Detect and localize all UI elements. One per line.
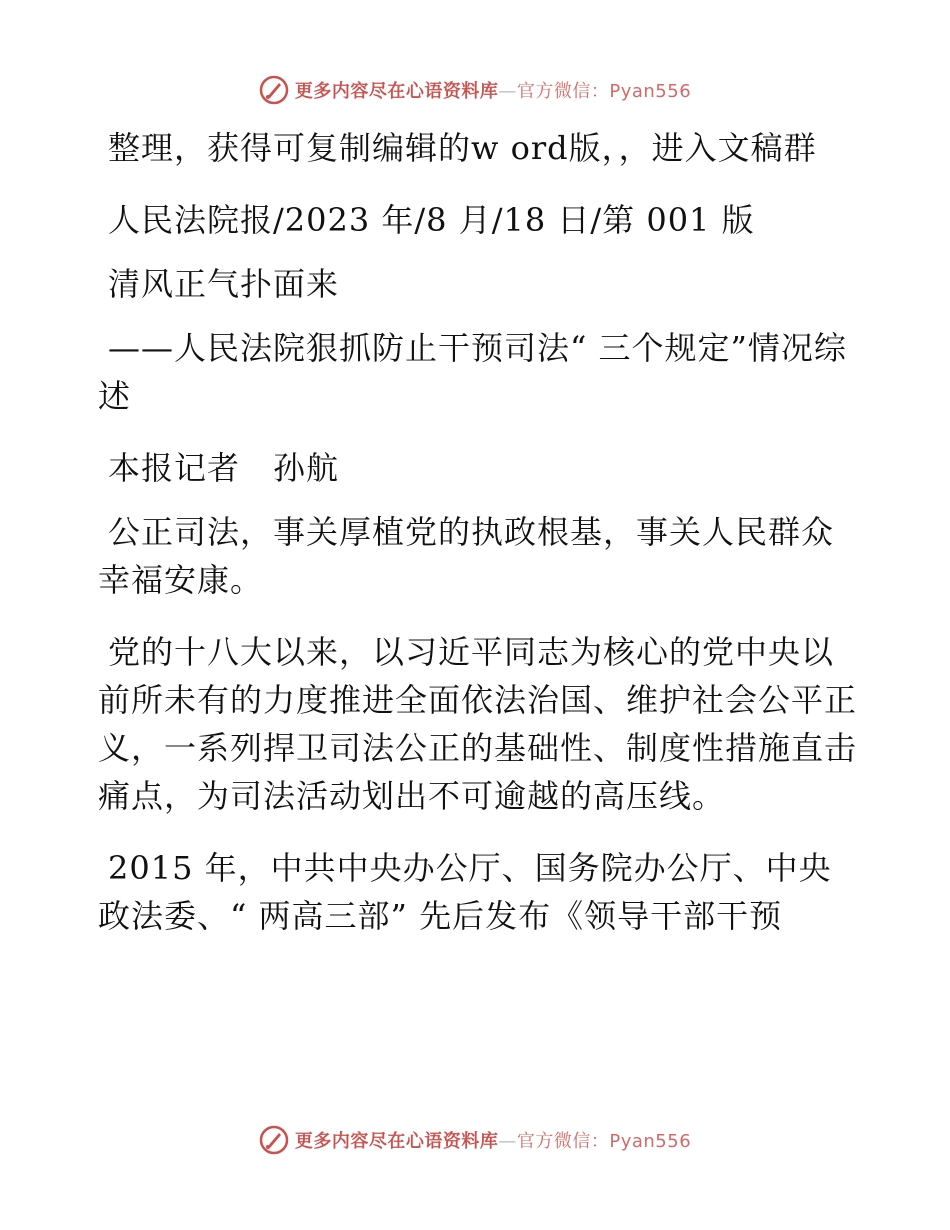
body-paragraph-3: 2015 年，中共中央办公厅、国务院办公厅、中央政法委、“ 两高三部” 先后发布《领导干部干预 xyxy=(98,849,832,935)
banner-separator: — xyxy=(498,1131,517,1152)
banner-wechat-text: 官方微信：Pyan556 xyxy=(516,81,692,102)
footer-watermark-banner xyxy=(0,1120,950,1160)
article-title: 清风正气扑面来 xyxy=(108,265,340,303)
banner-text xyxy=(295,1127,691,1153)
quill-logo-icon xyxy=(259,75,289,105)
body-paragraph-2: 党的十八大以来，以习近平同志为核心的党中央以前所未有的力度推进全面依法治国、维护社会公平正义，一系列捍卫司法公正的基础性、制度性措施直击痛点，为司法活动划出不可逾越的高压线。 xyxy=(98,633,858,815)
banner-text xyxy=(295,77,691,103)
banner-main-text: 更多内容尽在心语资料库 xyxy=(294,81,499,102)
intro-paragraph: 整理，获得可复制编辑的w ord版，，进入文稿群 xyxy=(108,129,817,167)
source-line: 人民法院报/2023 年/8 月/18 日/第 001 版 xyxy=(108,201,755,239)
header-watermark-banner xyxy=(0,70,950,110)
document-body xyxy=(98,124,858,964)
body-paragraph-1: 公正司法，事关厚植党的执政根基，事关人民群众幸福安康。 xyxy=(98,513,835,599)
banner-separator: — xyxy=(498,81,517,102)
quill-logo-icon xyxy=(259,1125,289,1155)
banner-wechat-text: 官方微信：Pyan556 xyxy=(516,1131,692,1152)
banner-main-text: 更多内容尽在心语资料库 xyxy=(294,1131,499,1152)
byline: 本报记者 孙航 xyxy=(108,449,340,487)
article-subtitle: ——人民法院狠抓防止干预司法“ 三个规定”情况综述 xyxy=(98,329,847,415)
